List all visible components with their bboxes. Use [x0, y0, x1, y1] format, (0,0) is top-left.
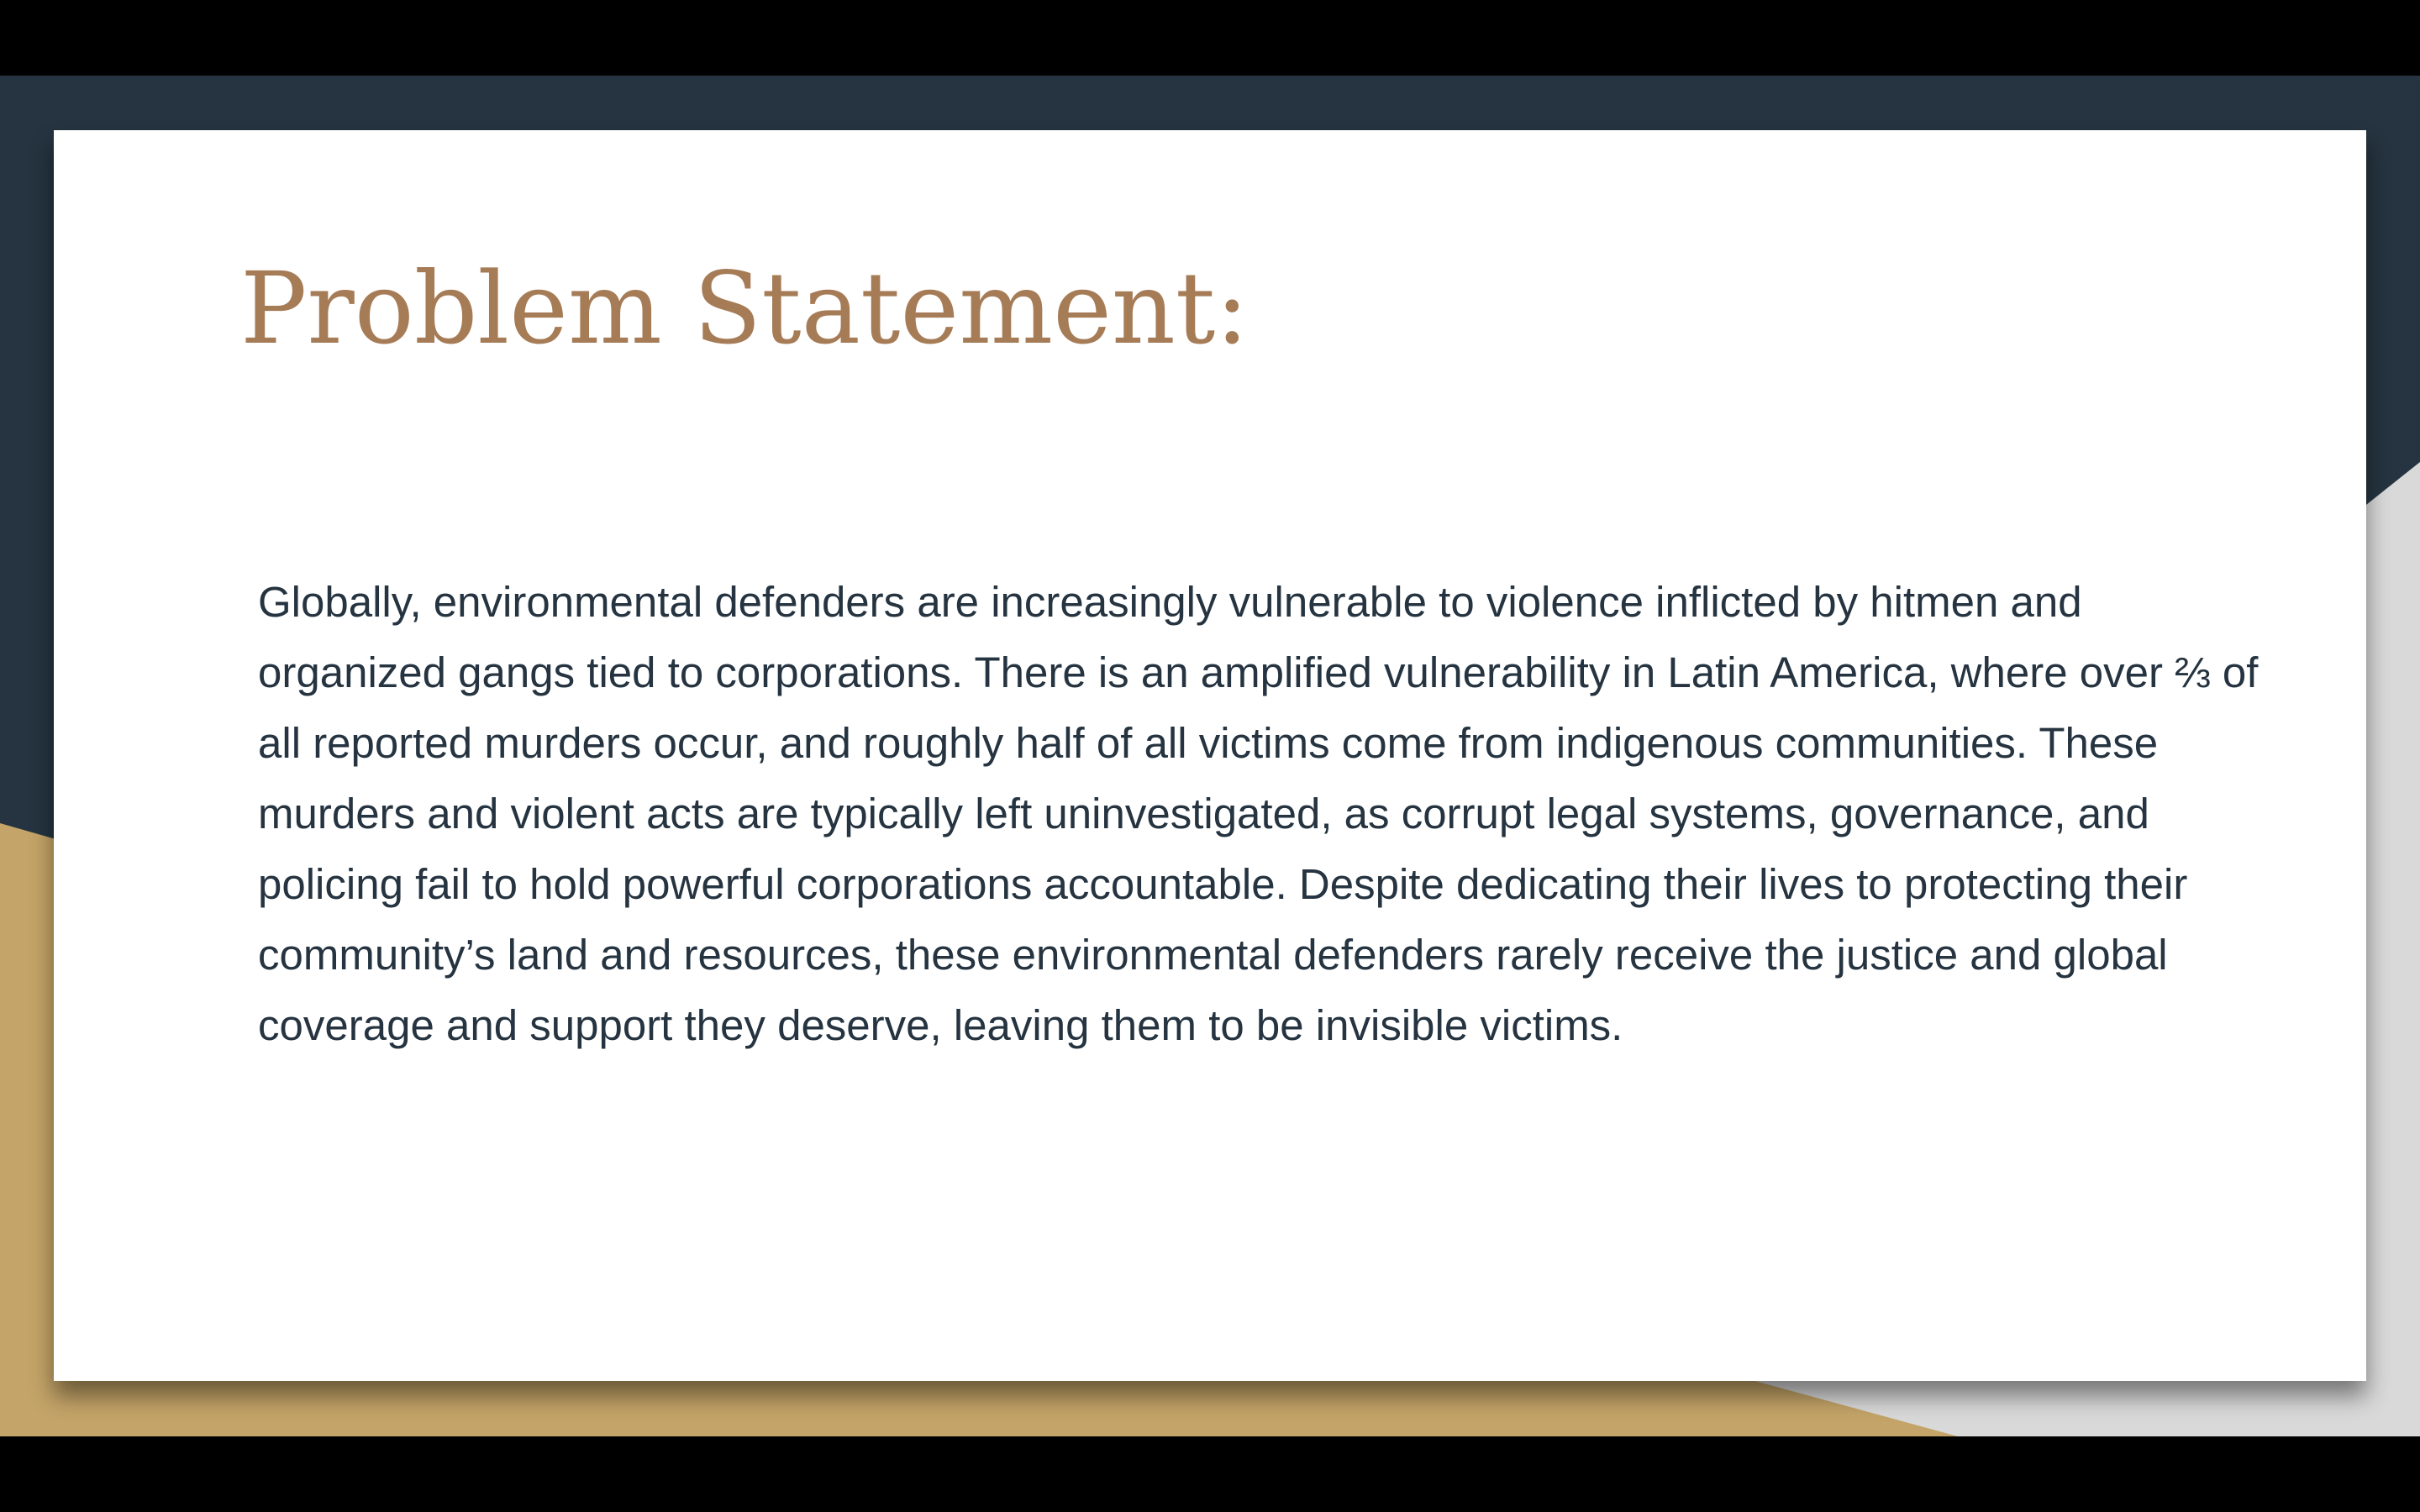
slide-body-text: Globally, environmental defenders are increasingly vulnerable to violence inflicted by hitmen and organized gangs tied to corporations. There is an amplified vulnerability in Latin America, where over ⅔ of all reported murders occur, and roughly half of all victims come from indigenous communities. These murders and violent acts are typically left uninvestigated, as corrupt legal systems, governance, and policing fail to hold powerful corporations accountable. Despite dedicating their lives to protecting their community’s land and resources, these environmental defenders rarely receive the justice and global coverage and support they deserve, leaving them to be invisible victims. [258, 578, 2259, 1049]
letterbox-bottom [0, 1436, 2420, 1512]
letterbox-top [0, 0, 2420, 76]
slide-title: Problem Statement: [240, 250, 1249, 366]
slide-content-card [54, 130, 2366, 1381]
